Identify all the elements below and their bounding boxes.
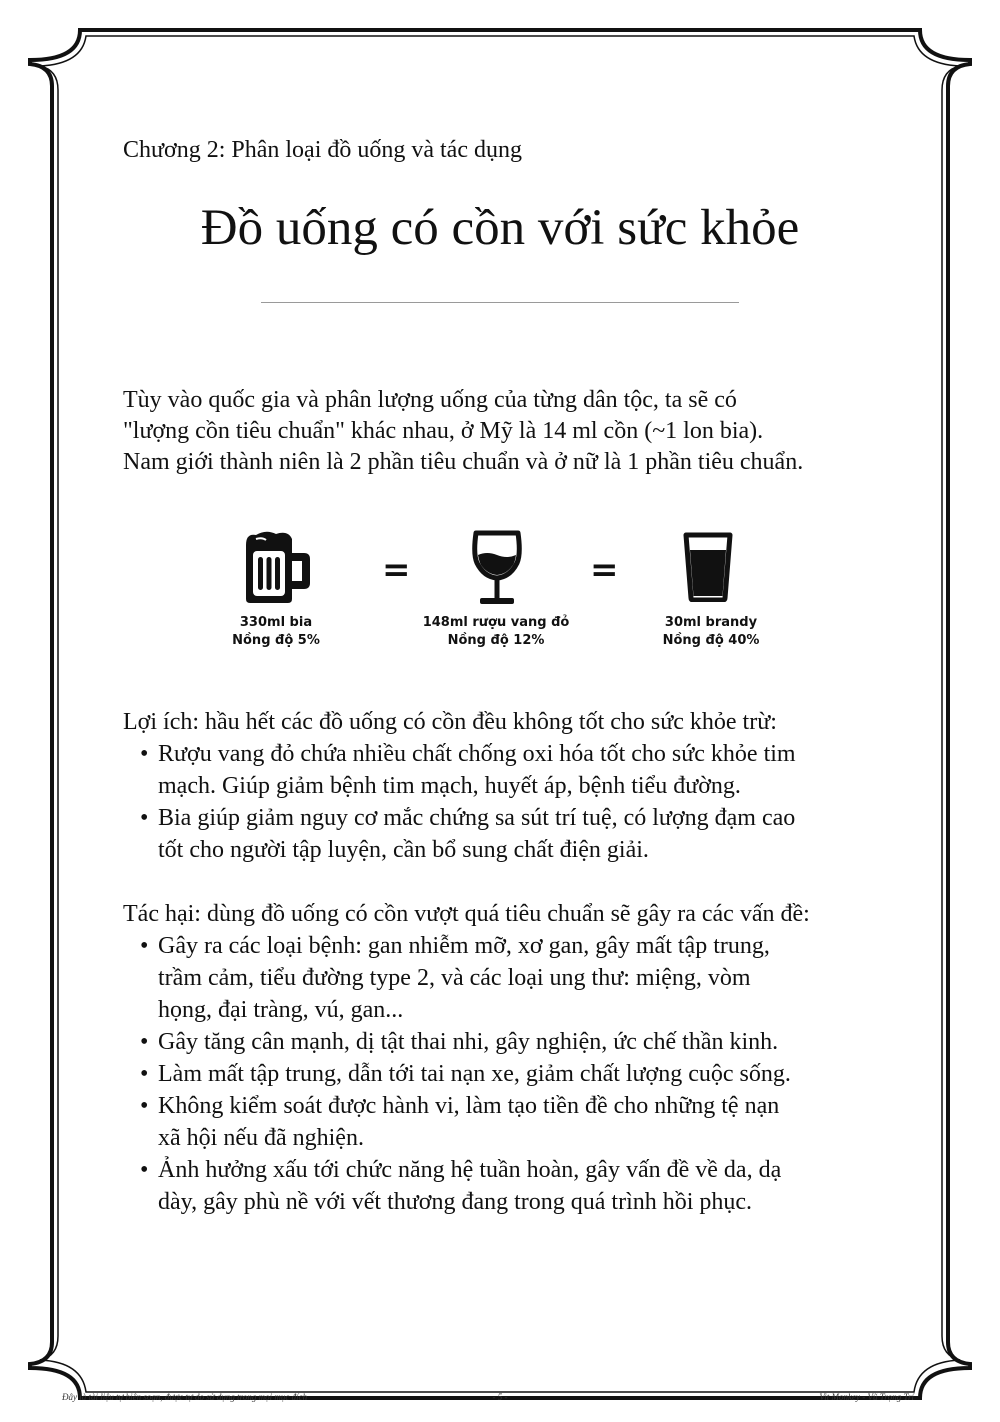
list-item-line: xã hội nếu đã nghiện. (158, 1125, 364, 1151)
beer-caption (166, 614, 386, 650)
page-number: - 5 - (492, 1392, 508, 1402)
chapter-heading: Chương 2: Phân loại đồ uống và tác dụng (123, 137, 522, 163)
page-title: Đồ uống có cồn với sức khỏe (200, 200, 800, 256)
bullet: • (140, 805, 149, 831)
footer-left: Đây là tài liệu tự biên soạn, được tự do sử dụng trong mọi mục đích (62, 1392, 308, 1402)
list-item (123, 930, 923, 1026)
footer-right: Vit Monkey - Vũ Trọng Trí (819, 1392, 914, 1402)
intro-line: "lượng cồn tiêu chuẩn" khác nhau, ở Mỹ là 14 ml cồn (~1 lon bia). (123, 418, 764, 444)
intro-paragraph (123, 385, 913, 478)
bullet: • (140, 933, 149, 959)
list-item-line: Không kiểm soát được hành vi, làm tạo tiền đề cho những tệ nạn (158, 1093, 780, 1119)
harms-list (123, 930, 923, 1218)
title-divider (261, 302, 739, 303)
bullet: • (140, 1029, 149, 1055)
wine-caption (386, 614, 606, 650)
intro-line: Nam giới thành niên là 2 phần tiêu chuẩn và ở nữ là 1 phần tiêu chuẩn. (123, 449, 804, 475)
list-item-line: họng, đại tràng, vú, gan... (158, 997, 404, 1023)
list-item-line: Gây tăng cân mạnh, dị tật thai nhi, gây nghiện, ức chế thần kinh. (158, 1029, 779, 1055)
benefits-heading: Lợi ích: hầu hết các đồ uống có cồn đều không tốt cho sức khỏe trừ: (123, 709, 777, 735)
shot-glass-icon (683, 532, 733, 602)
list-item-line: Gây ra các loại bệnh: gan nhiễm mỡ, xơ gan, gây mất tập trung, (158, 933, 770, 959)
intro-line: Tùy vào quốc gia và phân lượng uống của từng dân tộc, ta sẽ có (123, 387, 737, 413)
benefits-section (123, 706, 923, 866)
list-item-line: Ảnh hưởng xấu tới chức năng hệ tuần hoàn, gây vấn đề về da, dạ (158, 1157, 782, 1183)
brandy-caption (601, 614, 821, 650)
harms-section (123, 898, 923, 1218)
list-item-line: dày, gây phù nề với vết thương đang trong quá trình hồi phục. (158, 1189, 753, 1215)
wine-amount: 148ml rượu vang đỏ (422, 615, 570, 630)
benefits-list (123, 738, 923, 866)
bullet: • (140, 1093, 149, 1119)
list-item (123, 1090, 923, 1154)
list-item-line: Làm mất tập trung, dẫn tới tai nạn xe, giảm chất lượng cuộc sống. (158, 1061, 791, 1087)
list-item (123, 1026, 923, 1058)
wine-glass-icon (471, 530, 523, 608)
list-item-line: mạch. Giúp giảm bệnh tim mạch, huyết áp, bệnh tiểu đường. (158, 773, 741, 799)
list-item-line: Bia giúp giảm nguy cơ mắc chứng sa sút trí tuệ, có lượng đạm cao (158, 805, 796, 831)
harms-heading: Tác hại: dùng đồ uống có cồn vượt quá tiêu chuẩn sẽ gây ra các vấn đề: (123, 901, 810, 927)
equals-sign: = (382, 550, 411, 590)
bullet: • (140, 1061, 149, 1087)
beer-amount: 330ml bia (239, 615, 313, 630)
bullet: • (140, 1157, 149, 1183)
beer-mug-icon (240, 529, 312, 605)
list-item-line: trầm cảm, tiểu đường type 2, và các loại ung thư: miệng, vòm (158, 965, 751, 991)
list-item (123, 738, 923, 802)
brandy-strength: Nồng độ 40% (662, 633, 760, 648)
list-item (123, 802, 923, 866)
equals-sign: = (590, 550, 619, 590)
wine-strength: Nồng độ 12% (447, 633, 545, 648)
beer-strength: Nồng độ 5% (232, 633, 320, 648)
bullet: • (140, 741, 149, 767)
list-item-line: tốt cho người tập luyện, cần bổ sung chất điện giải. (158, 837, 649, 863)
list-item (123, 1154, 923, 1218)
list-item (123, 1058, 923, 1090)
list-item-line: Rượu vang đỏ chứa nhiều chất chống oxi hóa tốt cho sức khỏe tim (158, 741, 796, 767)
brandy-amount: 30ml brandy (664, 615, 758, 630)
